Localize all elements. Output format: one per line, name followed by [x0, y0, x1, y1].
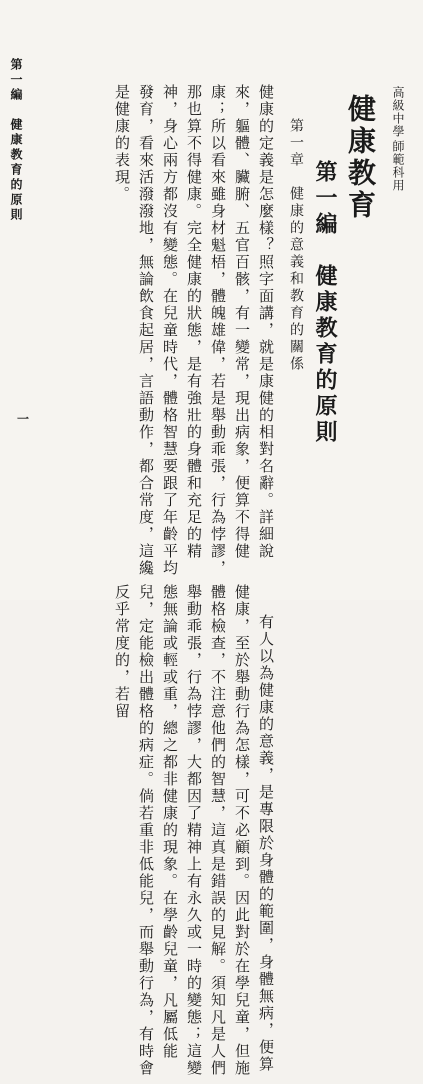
series-label	[374, 86, 404, 192]
series-label-line-2: 師範科用	[391, 140, 405, 192]
running-head: 第一編 健康教育的原則	[9, 58, 23, 223]
body-text	[32, 84, 278, 1077]
series-label-line-1: 高級中學	[391, 86, 405, 138]
part-title: 第一編 健康教育的原則	[312, 160, 338, 446]
paragraph-1: 健康的定義是怎麼樣？照字面講，就是康健的相對名辭。詳細說來，軀體、臟腑、五官百骸，有一變常，現出病象，便算不得健康；所以看來雖身材魁梧，體魄雄偉，若是舉動乖張，行為悖謬，那也算不得健康。完全健康的狀態，是有強壯的身體和充足的精神，身心兩方都沒有變態。在兒童時代，體格智慧要跟了年齡平均發育，看來活潑潑地，無論飲食起居，言語動作，都合常度，這纔是健康的表現。	[113, 84, 275, 577]
paragraph-2: 有人以為健康的意義，是專限於身體的範圍，身體無病，便算健康，至於舉動行為怎樣，可不必顧到。因此對於在學兒童，但施體格檢查，不注意他們的智慧，這真是錯誤的見解。須知凡是人們舉動乖張，行為悖謬，大都因了精神上有永久或一時的變態；這變態無論或輕或重，總之都非健康的現象。在學齡兒童，凡屬低能兒，定能檢出體格的病症。倘若重非低能兒，而舉動行為，有時會反乎常度的，若留	[113, 584, 275, 1077]
page-number: 一	[17, 412, 30, 426]
chapter-title: 第一章 健康的意義和教育的關係	[288, 118, 304, 373]
book-title: 健康教育	[344, 94, 377, 222]
